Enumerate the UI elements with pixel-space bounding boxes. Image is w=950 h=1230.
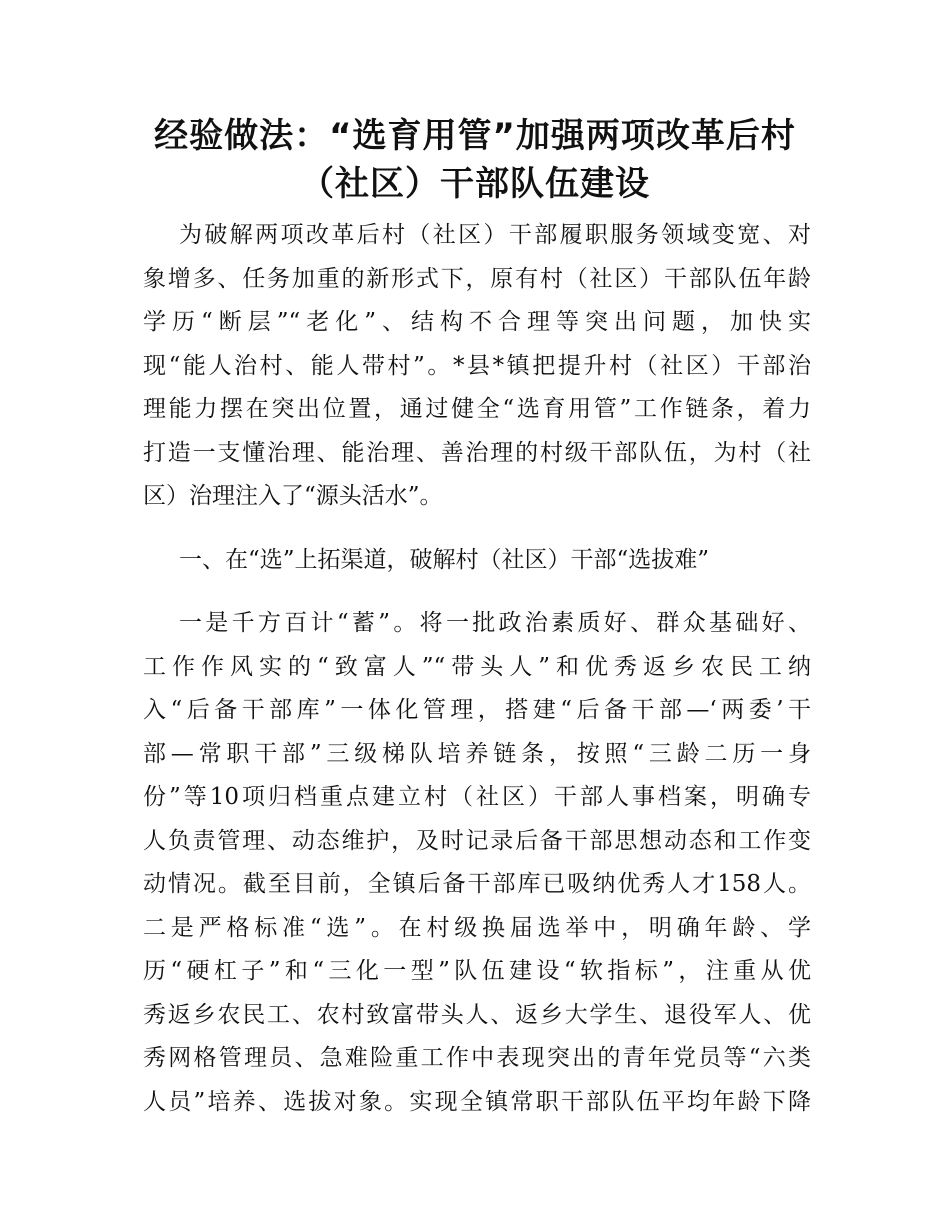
- paragraph-line: 现“能人治村、能人带村”。*县*镇把提升村（社区）干部治: [143, 352, 811, 379]
- intro-paragraph: [143, 214, 811, 519]
- paragraph-line: 二是严格标准“选”。在村级换届选举中，明确年龄、学: [143, 914, 811, 941]
- title-line: 经验做法：“选育用管”加强两项改革后村: [154, 116, 796, 156]
- paragraph-line: 人员”培养、选拔对象。实现全镇常职干部队伍平均年龄下降: [143, 1088, 811, 1115]
- paragraph-line: 部—常职干部”三级梯队培养链条，按照“三龄二历一身: [143, 740, 811, 767]
- section-paragraph: [143, 602, 811, 1124]
- paragraph-line: 为破解两项改革后村（社区）干部履职服务领域变宽、对: [179, 222, 811, 248]
- paragraph-line: 入“后备干部库”一体化管理，搭建“后备干部—‘两委’干: [143, 697, 811, 723]
- document-title: [140, 112, 810, 208]
- section-heading: 一、在“选”上拓渠道，破解村（社区）干部“选拔难”: [179, 546, 710, 573]
- paragraph-line: 区）治理注入了“源头活水”。: [143, 483, 443, 509]
- paragraph-line: 份”等10项归档重点建立村（社区）干部人事档案，明确专: [143, 784, 811, 810]
- paragraph-line: 理能力摆在突出位置，通过健全“选育用管”工作链条，着力: [143, 396, 811, 422]
- paragraph-line: 秀网格管理员、急难险重工作中表现突出的青年党员等“六类: [143, 1045, 811, 1071]
- paragraph-line: 历“硬杠子”和“三化一型”队伍建设“软指标”，注重从优: [143, 958, 811, 984]
- title-line: （社区）干部队伍建设: [300, 164, 650, 204]
- paragraph-line: 打造一支懂治理、能治理、善治理的村级干部队伍，为村（社: [143, 439, 811, 466]
- paragraph-line: 动情况。截至目前，全镇后备干部库已吸纳优秀人才158人。: [143, 871, 811, 897]
- paragraph-line: 秀返乡农民工、农村致富带头人、返乡大学生、退役军人、优: [143, 1001, 811, 1028]
- paragraph-line: 象增多、任务加重的新形式下，原有村（社区）干部队伍年龄: [143, 265, 811, 292]
- paragraph-spacing: [143, 582, 811, 602]
- paragraph-spacing: [143, 519, 811, 539]
- paragraph-line: 学历“断层”“老化”、结构不合理等突出问题，加快实: [143, 309, 811, 335]
- paragraph-line: 人负责管理、动态维护，及时记录后备干部思想动态和工作变: [143, 827, 811, 854]
- document-body: [143, 214, 811, 1124]
- paragraph-line: 工作作风实的“致富人”“带头人”和优秀返乡农民工纳: [143, 653, 811, 680]
- paragraph-line: 一是千方百计“蓄”。将一批政治素质好、群众基础好、: [179, 610, 811, 636]
